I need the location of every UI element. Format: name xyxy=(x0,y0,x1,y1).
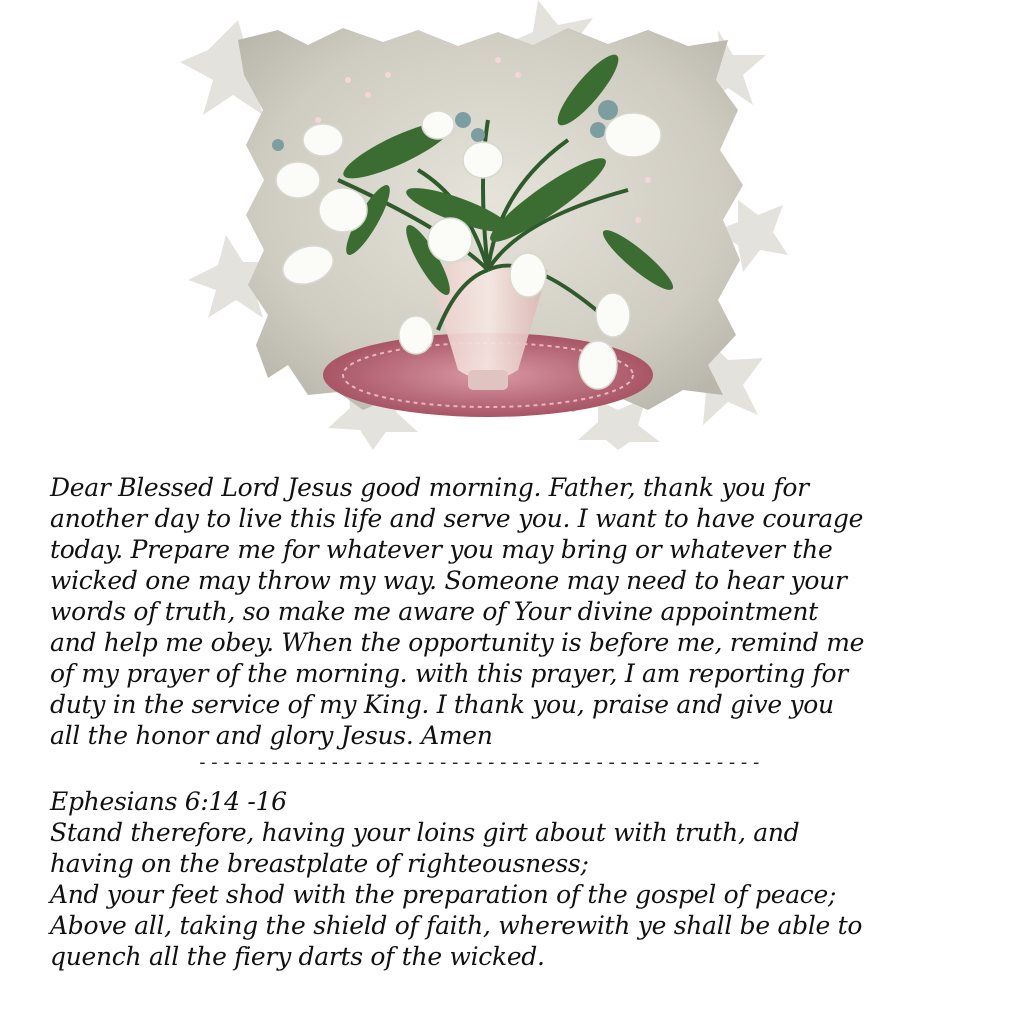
prayer-line: today. Prepare me for whatever you may bring or whatever the xyxy=(50,535,833,564)
scripture-line: And your feet shod with the preparation of the gospel of peace; xyxy=(50,880,837,909)
prayer-line: all the honor and glory Jesus. Amen xyxy=(50,721,493,750)
scripture-line: quench all the fiery darts of the wicked. xyxy=(50,942,545,971)
divider-line: ----------------------------------------------- xyxy=(197,752,763,773)
prayer-line: and help me obey. When the opportunity is before me, remind me xyxy=(50,628,865,657)
prayer-line: Dear Blessed Lord Jesus good morning. Father, thank you for xyxy=(50,473,809,502)
tulip-photo xyxy=(168,0,788,450)
prayer-line: words of truth, so make me aware of Your divine appointment xyxy=(50,597,818,626)
scripture-line: Stand therefore, having your loins girt about with truth, and xyxy=(50,818,800,847)
prayer-line: duty in the service of my King. I thank you, praise and give you xyxy=(50,690,834,719)
prayer-text xyxy=(50,472,970,751)
prayer-line: of my prayer of the morning. with this prayer, I am reporting for xyxy=(50,659,848,688)
scripture-line: having on the breastplate of righteousness; xyxy=(50,849,589,878)
scripture-text xyxy=(50,786,970,972)
scripture-reference: Ephesians 6:14 -16 xyxy=(50,787,287,816)
prayer-line: another day to live this life and serve you. I want to have courage xyxy=(50,504,864,533)
prayer-line: wicked one may throw my way. Someone may need to hear your xyxy=(50,566,847,595)
scripture-line: Above all, taking the shield of faith, wherewith ye shall be able to xyxy=(50,911,863,940)
